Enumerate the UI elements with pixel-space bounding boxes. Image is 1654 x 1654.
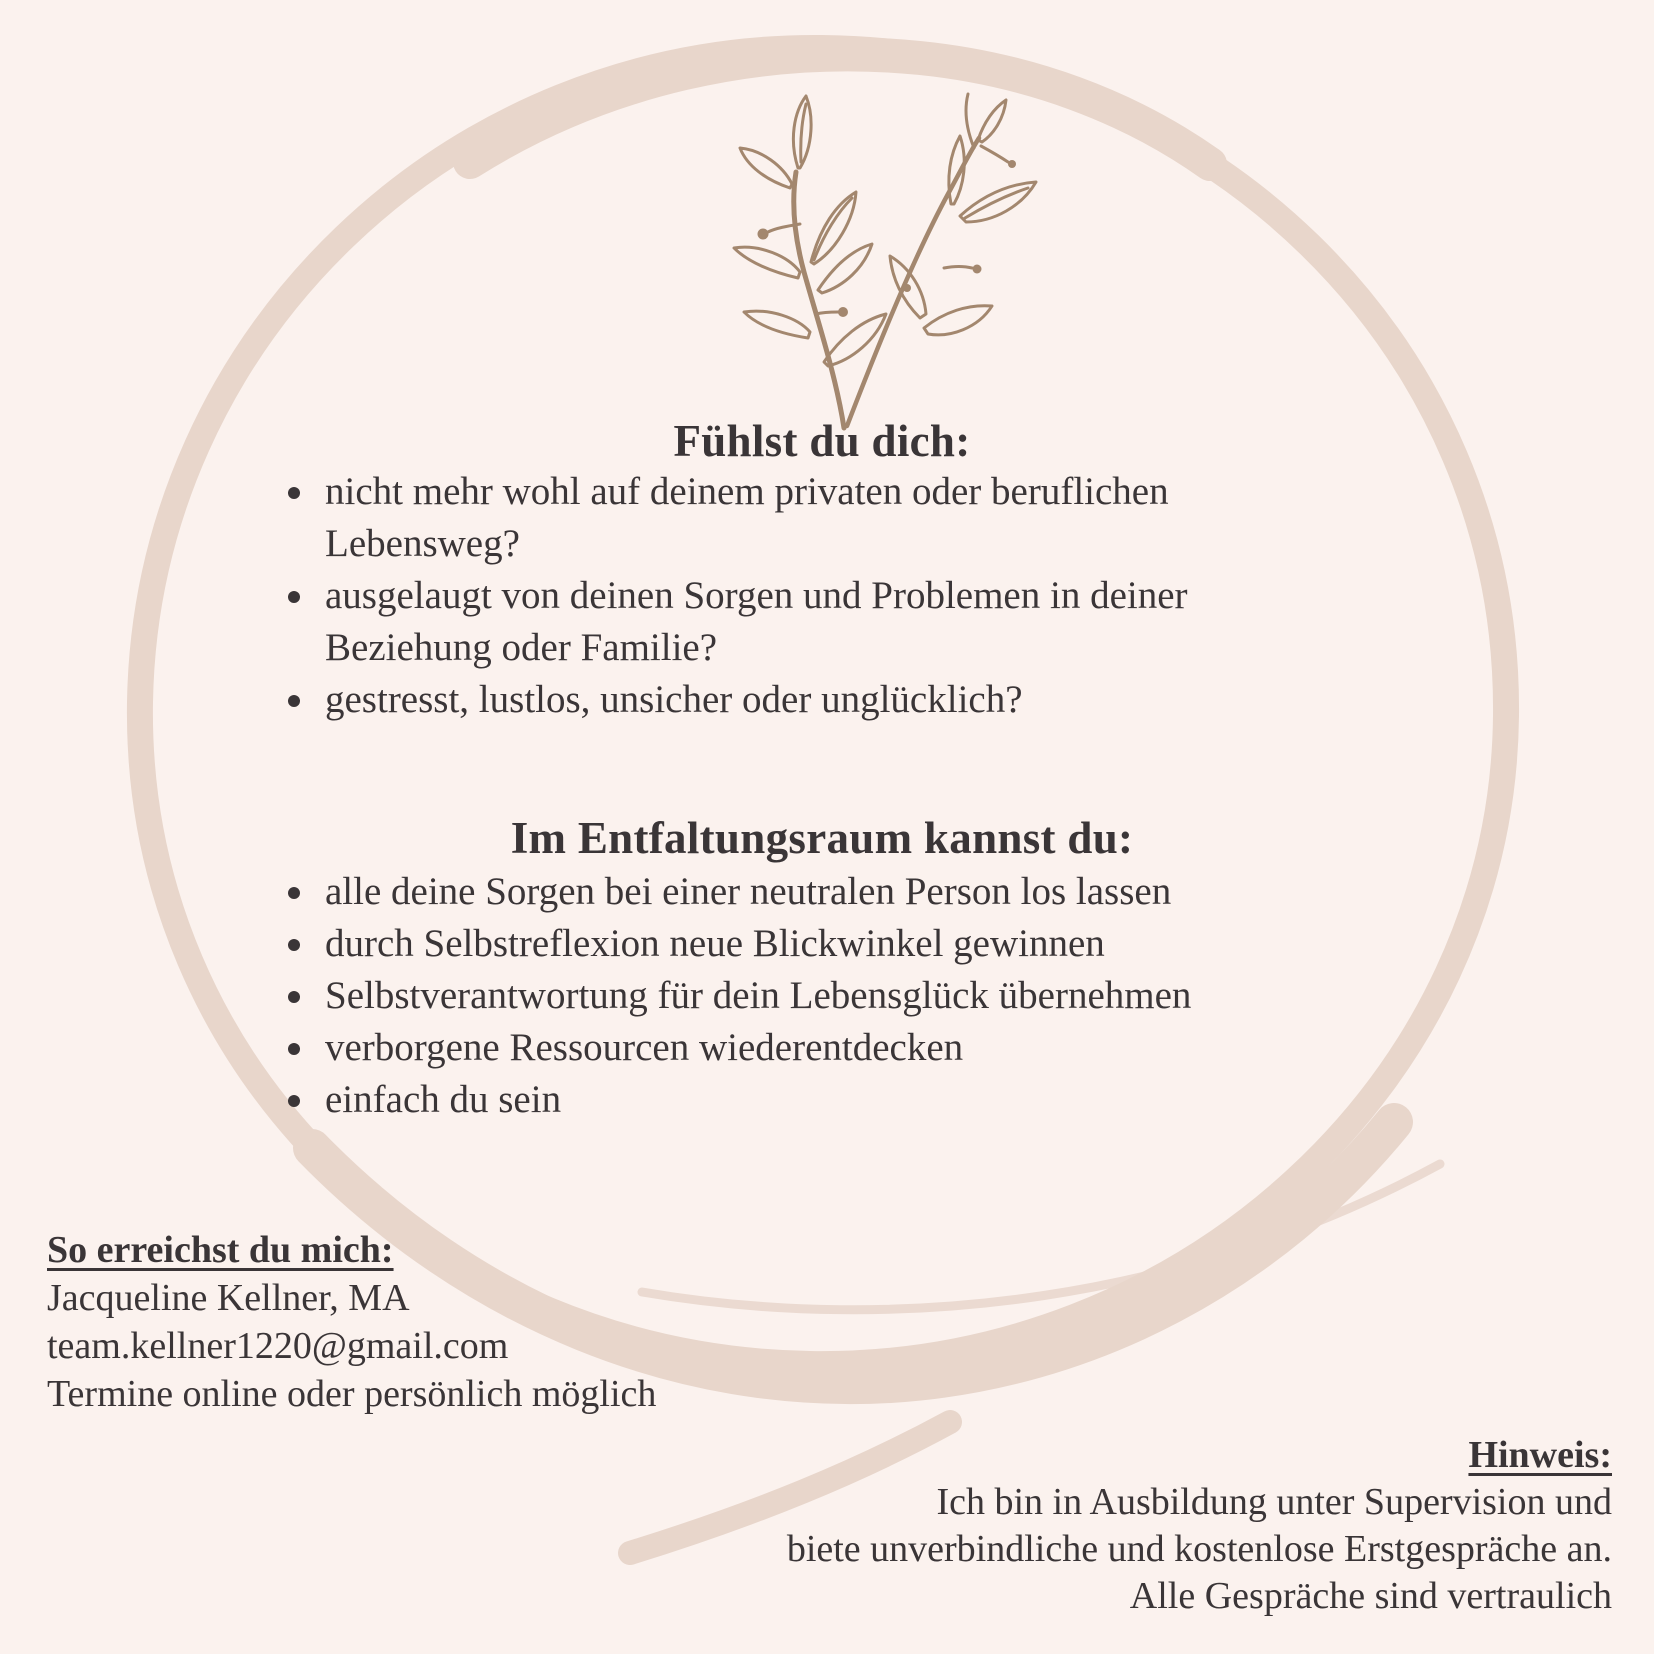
notice-block (787, 1432, 1612, 1620)
offer-list-item: einfach du sein (325, 1074, 1310, 1126)
contact-line: team.kellner1220@gmail.com (47, 1325, 509, 1367)
feelings-list-item: gestresst, lustlos, unsicher oder unglücklich? (325, 674, 1310, 726)
branch-illustration-icon (648, 76, 1066, 438)
offer-list-item: verborgene Ressourcen wiederentdecken (325, 1022, 1310, 1074)
section-feelings-heading: Fühlst du dich: (673, 416, 971, 466)
offer-list-item: alle deine Sorgen bei einer neutralen Person los lassen (325, 866, 1310, 918)
offer-list (325, 866, 1310, 1126)
notice-line: Alle Gespräche sind vertraulich (1129, 1575, 1612, 1617)
contact-line: Termine online oder persönlich möglich (47, 1373, 657, 1415)
notice-heading: Hinweis: (1468, 1434, 1612, 1476)
feelings-list-item: ausgelaugt von deinen Sorgen und Problemen in deiner Beziehung oder Familie? (325, 570, 1310, 674)
contact-line: Jacqueline Kellner, MA (47, 1277, 410, 1319)
contact-heading: So erreichst du mich: (47, 1229, 394, 1271)
notice-line: biete unverbindliche und kostenlose Erstgespräche an. (786, 1528, 1612, 1570)
contact-lines (47, 1274, 656, 1418)
feelings-list (325, 466, 1310, 726)
offer-list-item: Selbstverantwortung für dein Lebensglück übernehmen (325, 970, 1310, 1022)
section-offer-heading: Im Entfaltungsraum kannst du: (510, 813, 1134, 863)
contact-block (47, 1226, 656, 1418)
feelings-list-item: nicht mehr wohl auf deinem privaten oder beruflichen Lebensweg? (325, 466, 1310, 570)
notice-line: Ich bin in Ausbildung unter Supervision und (936, 1481, 1612, 1523)
offer-list-item: durch Selbstreflexion neue Blickwinkel gewinnen (325, 918, 1310, 970)
notice-lines (787, 1479, 1612, 1620)
